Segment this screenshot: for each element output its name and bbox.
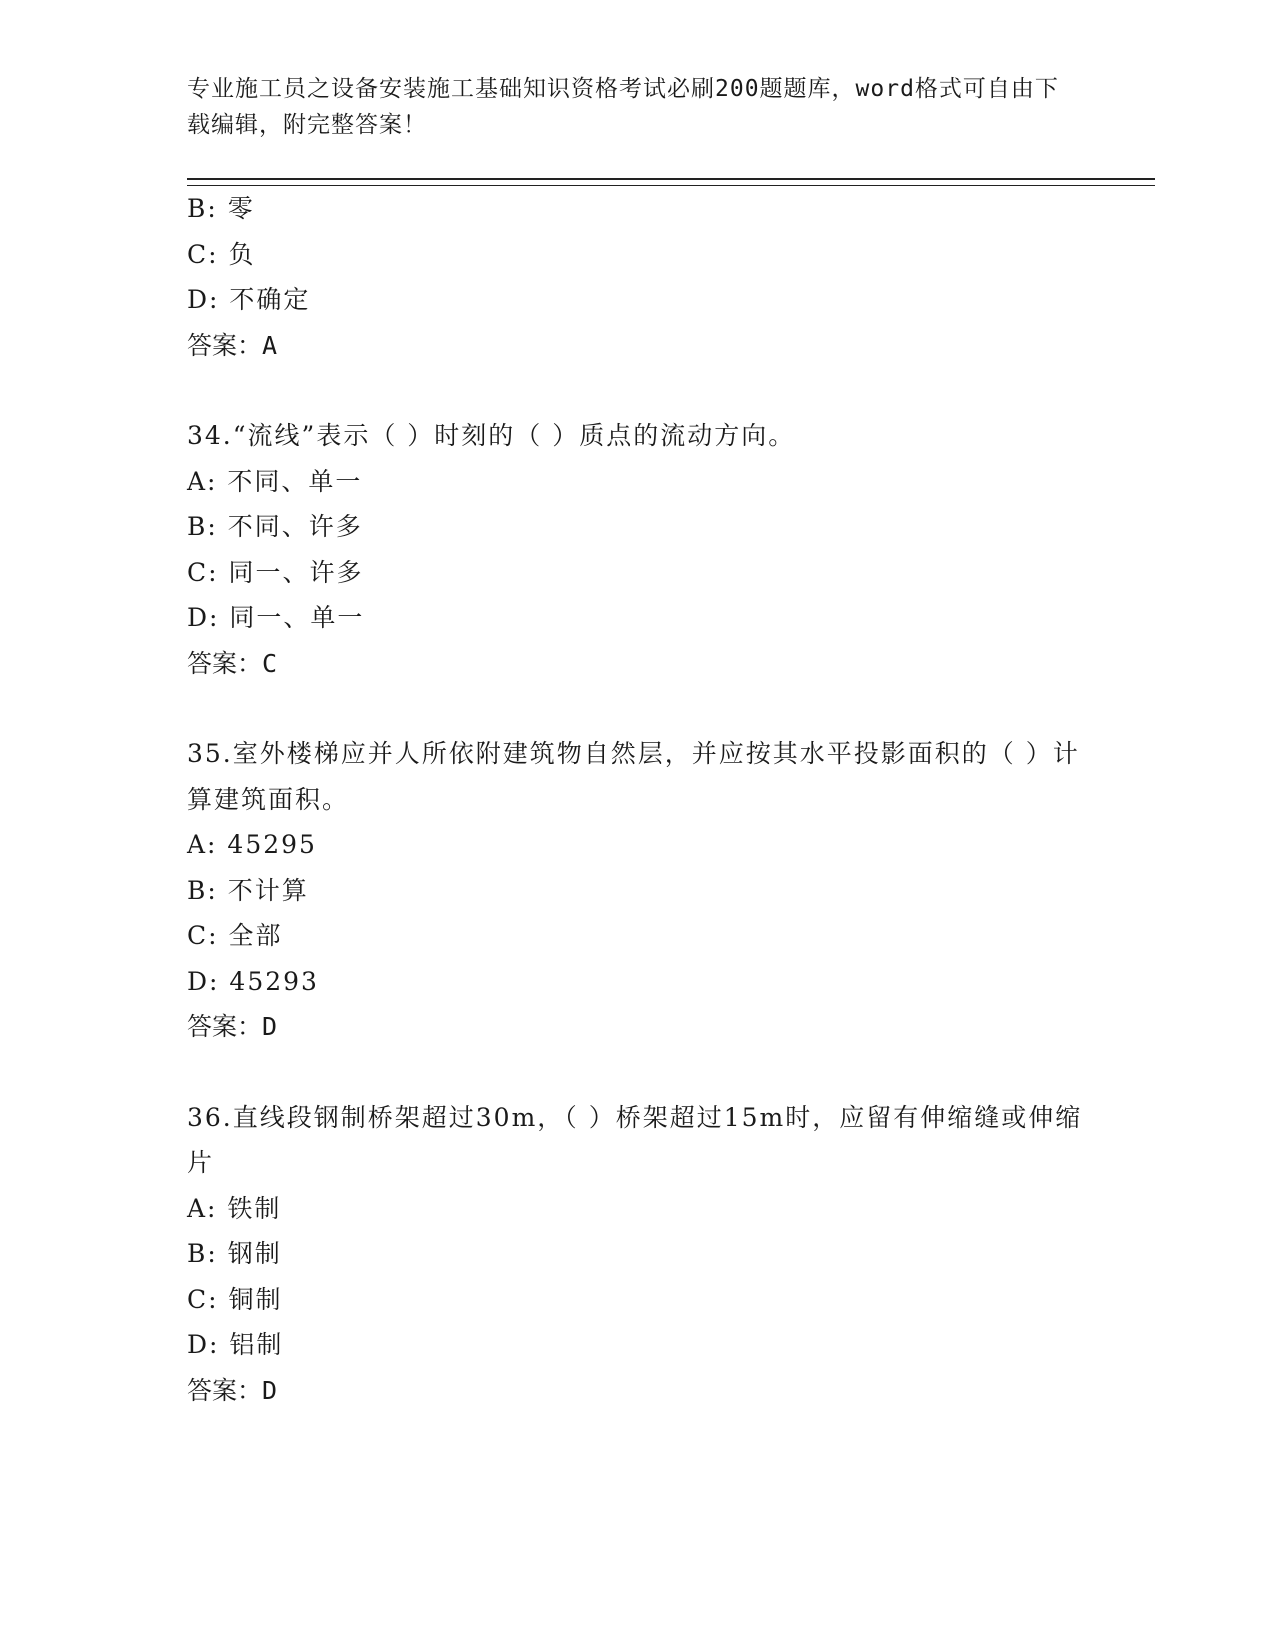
option-c: C: 全部 <box>187 921 283 950</box>
carryover-question <box>187 186 1087 368</box>
document-header: 专业施工员之设备安装施工基础知识资格考试必刷200题题库，word格式可自由下载编辑，附完整答案！ <box>187 76 1059 138</box>
answer-line: 答案：D <box>187 1375 278 1405</box>
option-a: A: 不同、单一 <box>187 466 363 496</box>
question-stem: 36.直线段钢制桥架超过30m，（ ）桥架超过15m时，应留有伸缩缝或伸缩片 <box>187 1102 1083 1177</box>
option-b: B: 钢制 <box>187 1239 282 1268</box>
question-list <box>187 186 1087 1413</box>
option-b: B: 不计算 <box>187 875 309 905</box>
option-a: A: 45295 <box>187 830 317 859</box>
option-a: A: 铁制 <box>187 1193 282 1223</box>
option-b: B: 零 <box>187 194 255 223</box>
option-d: D: 45293 <box>187 966 319 996</box>
answer-line: 答案：A <box>187 330 278 360</box>
option-c: C: 负 <box>187 239 256 269</box>
header-divider <box>187 178 1155 186</box>
option-d: D: 铝制 <box>187 1330 284 1359</box>
option-c: C: 铜制 <box>187 1284 283 1314</box>
question-36 <box>187 1095 1087 1414</box>
option-c: C: 同一、许多 <box>187 557 364 587</box>
answer-line: 答案：C <box>187 648 278 678</box>
question-35 <box>187 731 1087 1050</box>
option-b: B: 不同、许多 <box>187 512 363 541</box>
option-d: D: 不确定 <box>187 285 311 314</box>
question-stem: 35.室外楼梯应并人所依附建筑物自然层，并应按其水平投影面积的（ ）计算建筑面积。 <box>187 739 1080 814</box>
question-34 <box>187 413 1087 686</box>
answer-line: 答案：D <box>187 1012 278 1041</box>
option-d: D: 同一、单一 <box>187 603 365 632</box>
question-stem: 34.“流线”表示（ ）时刻的（ ）质点的流动方向。 <box>187 421 796 450</box>
